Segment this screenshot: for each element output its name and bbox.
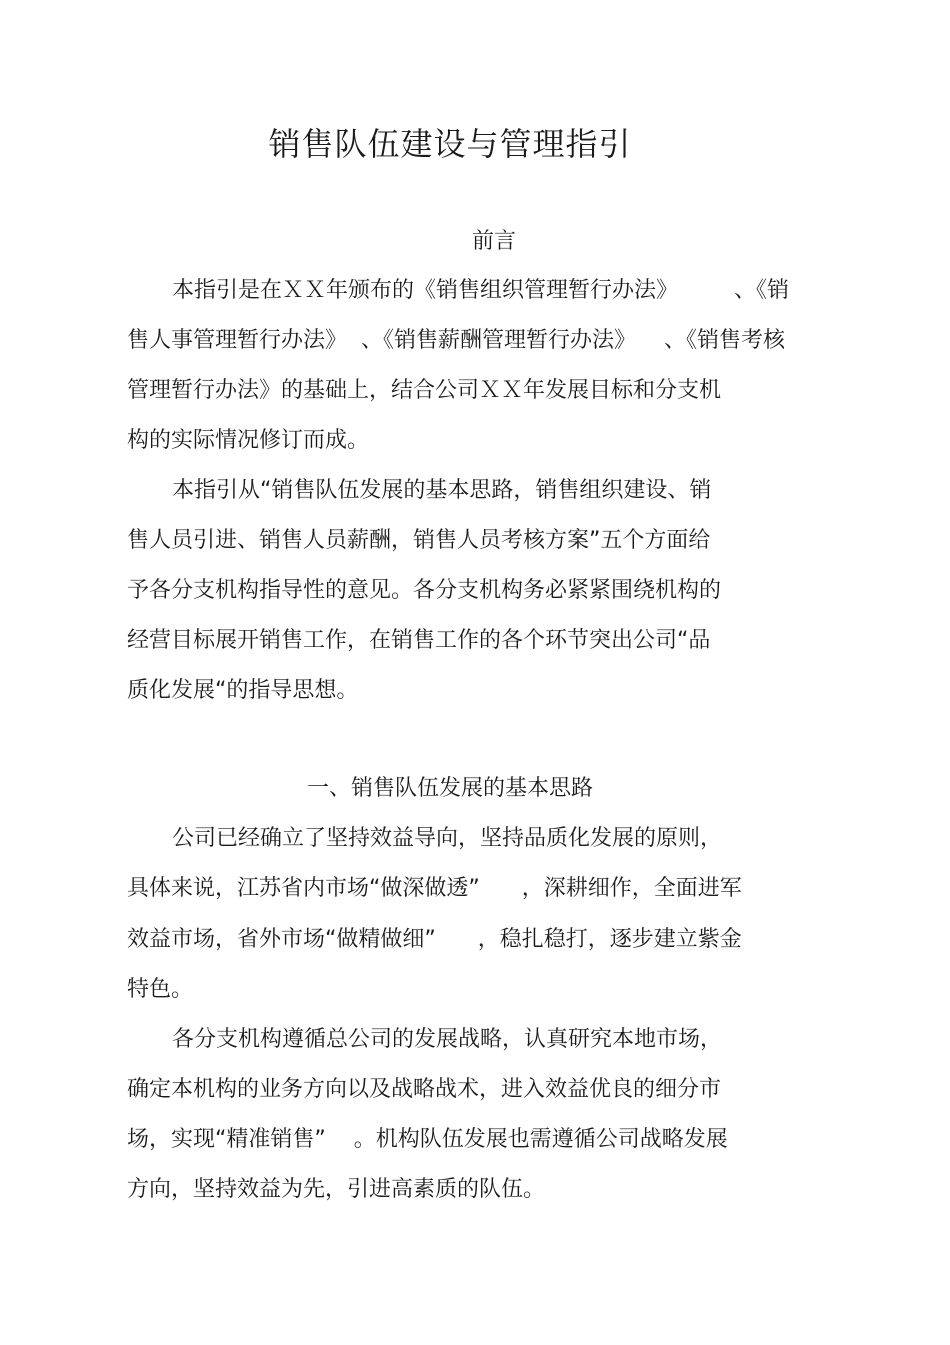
document-title: 销售队伍建设与管理指引 [268, 125, 632, 163]
preface-p1-line-2: 售人事管理暂行办法》 、《销售薪酬管理暂行办法》 、《销售考核 [127, 328, 785, 353]
section-1-p2-line-3: 场，实现“精准销售” 。机构队伍发展也需遵循公司战略发展 [127, 1127, 728, 1152]
section-1-p2-line-1: 各分支机构遵循总公司的发展战略，认真研究本地市场， [172, 1027, 723, 1052]
preface-p1-line-1: 本指引是在ＸＸ年颁布的《销售组织管理暂行办法》 、《销 [172, 278, 789, 303]
preface-p1-line-4: 构的实际情况修订而成。 [127, 428, 370, 453]
preface-p2-line-4: 经营目标展开销售工作，在销售工作的各个环节突出公司“品 [127, 628, 711, 653]
section-1-p2-line-2: 确定本机构的业务方向以及战略战术，进入效益优良的细分市 [127, 1077, 722, 1102]
section-1-p1-line-1: 公司已经确立了坚持效益导向，坚持品质化发展的原则， [172, 826, 723, 851]
preface-heading: 前言 [471, 229, 516, 254]
section-1-p1-line-3: 效益市场，省外市场“做精做细” ，稳扎稳打，逐步建立紫金 [127, 927, 742, 952]
section-1-p1-line-2: 具体来说，江苏省内市场“做深做透” ，深耕细作，全面进军 [127, 876, 742, 901]
section-1-p1-line-4: 特色。 [127, 977, 194, 1002]
section-1-heading: 一、销售队伍发展的基本思路 [306, 776, 593, 801]
preface-p2-line-2: 售人员引进、销售人员薪酬，销售人员考核方案”五个方面给 [127, 528, 711, 553]
preface-p2-line-1: 本指引从“销售队伍发展的基本思路，销售组织建设、销 [172, 478, 712, 503]
preface-p2-line-5: 质化发展“的指导思想。 [127, 678, 359, 703]
preface-p2-line-3: 予各分支机构指导性的意见。各分支机构务必紧紧围绕机构的 [127, 578, 722, 603]
section-1-p2-line-4: 方向，坚持效益为先，引进高素质的队伍。 [127, 1177, 546, 1202]
preface-p1-line-3: 管理暂行办法》的基础上，结合公司ＸＸ年发展目标和分支机 [127, 378, 722, 403]
